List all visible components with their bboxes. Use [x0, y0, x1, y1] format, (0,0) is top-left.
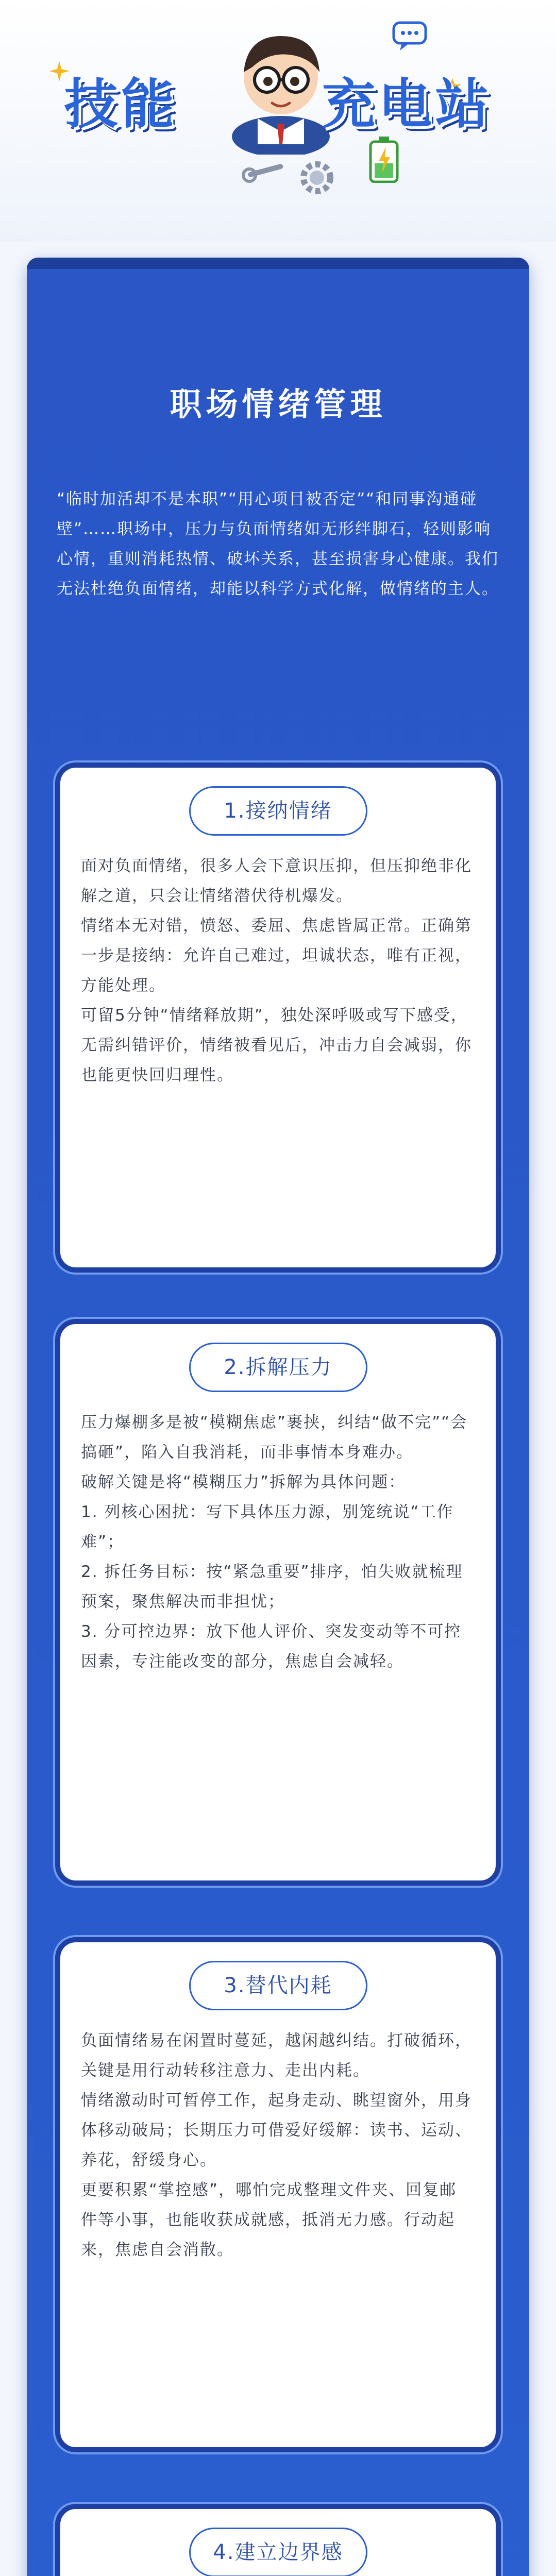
- banner-title-right: 充电站: [322, 75, 492, 134]
- section-paragraph: 压力爆棚多是被“模糊焦虑”裹挟，纠结“做不完”“会搞砸”，陷入自我消耗，而非事情本身难办。: [81, 1413, 468, 1462]
- section-paragraph: 破解关键是将“模糊压力”拆解为具体问题：: [81, 1473, 406, 1492]
- section-paragraph: 1. 列核心困扰：写下具体压力源，别笼统说“工作难”；: [81, 1503, 454, 1551]
- wrench-icon: [242, 155, 289, 185]
- header-banner: [0, 0, 556, 242]
- section-heading: 2.拆解压力: [189, 1343, 367, 1392]
- section-heading: 4.建立边界感: [189, 2528, 367, 2576]
- section-paragraph: 情绪激动时可暂停工作，起身走动、眺望窗外，用身体移动破局；长期压力可借爱好缓解：读书、运动、养花，舒缓身心。: [81, 2091, 472, 2170]
- section-card-set-boundaries: [55, 2504, 501, 2576]
- battery-icon: [368, 137, 399, 183]
- section-card-replace-rumination: [55, 1937, 501, 2452]
- section-body: [81, 1408, 472, 1676]
- section-paragraph: 2. 拆任务目标：按“紧急重要”排序，怕失败就梳理预案，聚焦解决而非担忧；: [81, 1563, 463, 1611]
- section-paragraph: 情绪本无对错，愤怒、委屈、焦虑皆属正常。正确第一步是接纳：允许自己难过，坦诚状态，唯有正视，方能处理。: [81, 917, 472, 995]
- section-paragraph: 更要积累“掌控感”，哪怕完成整理文件夹、回复邮件等小事，也能收获成就感，抵消无力感。行动起来，焦虑自会消散。: [81, 2181, 457, 2259]
- section-heading: 3.替代内耗: [189, 1961, 367, 2010]
- section-paragraph: 面对负面情绪，很多人会下意识压抑，但压抑绝非化解之道，只会让情绪潜伏待机爆发。: [81, 857, 472, 905]
- section-card-accept-emotions: [55, 762, 501, 1273]
- section-body: [81, 2026, 472, 2265]
- intro-paragraph: “临时加活却不是本职”“用心项目被否定”“和同事沟通碰壁”……职场中，压力与负面情绪如无形绊脚石，轻则影响心情，重则消耗热情、破坏关系，甚至损害身心健康。我们无法杜绝负面情绪，却能以科学方式化解，做情绪的主人。: [57, 490, 499, 598]
- section-body: [81, 851, 472, 1090]
- page-title: 职场情绪管理: [170, 385, 386, 423]
- section-card-break-down-pressure: [55, 1319, 501, 1886]
- banner-title: [0, 61, 556, 138]
- section-paragraph: 3. 分可控边界：放下他人评价、突发变动等不可控因素，专注能改变的部分，焦虑自会减轻。: [81, 1622, 462, 1671]
- section-heading: 1.接纳情绪: [189, 786, 367, 836]
- section-paragraph: 负面情绪易在闲置时蔓延，越闲越纠结。打破循环，关键是用行动转移注意力、走出内耗。: [81, 2031, 472, 2080]
- content-panel: [27, 258, 529, 2576]
- gear-icon: [296, 157, 338, 198]
- banner-title-left: 技能: [64, 75, 178, 134]
- section-paragraph: 可留5分钟“情绪释放期”，独处深呼吸或写下感受，无需纠错评价，情绪被看见后，冲击力自会减弱，你也能更快回归理性。: [81, 1006, 472, 1084]
- chat-bubble-icon: [392, 21, 428, 52]
